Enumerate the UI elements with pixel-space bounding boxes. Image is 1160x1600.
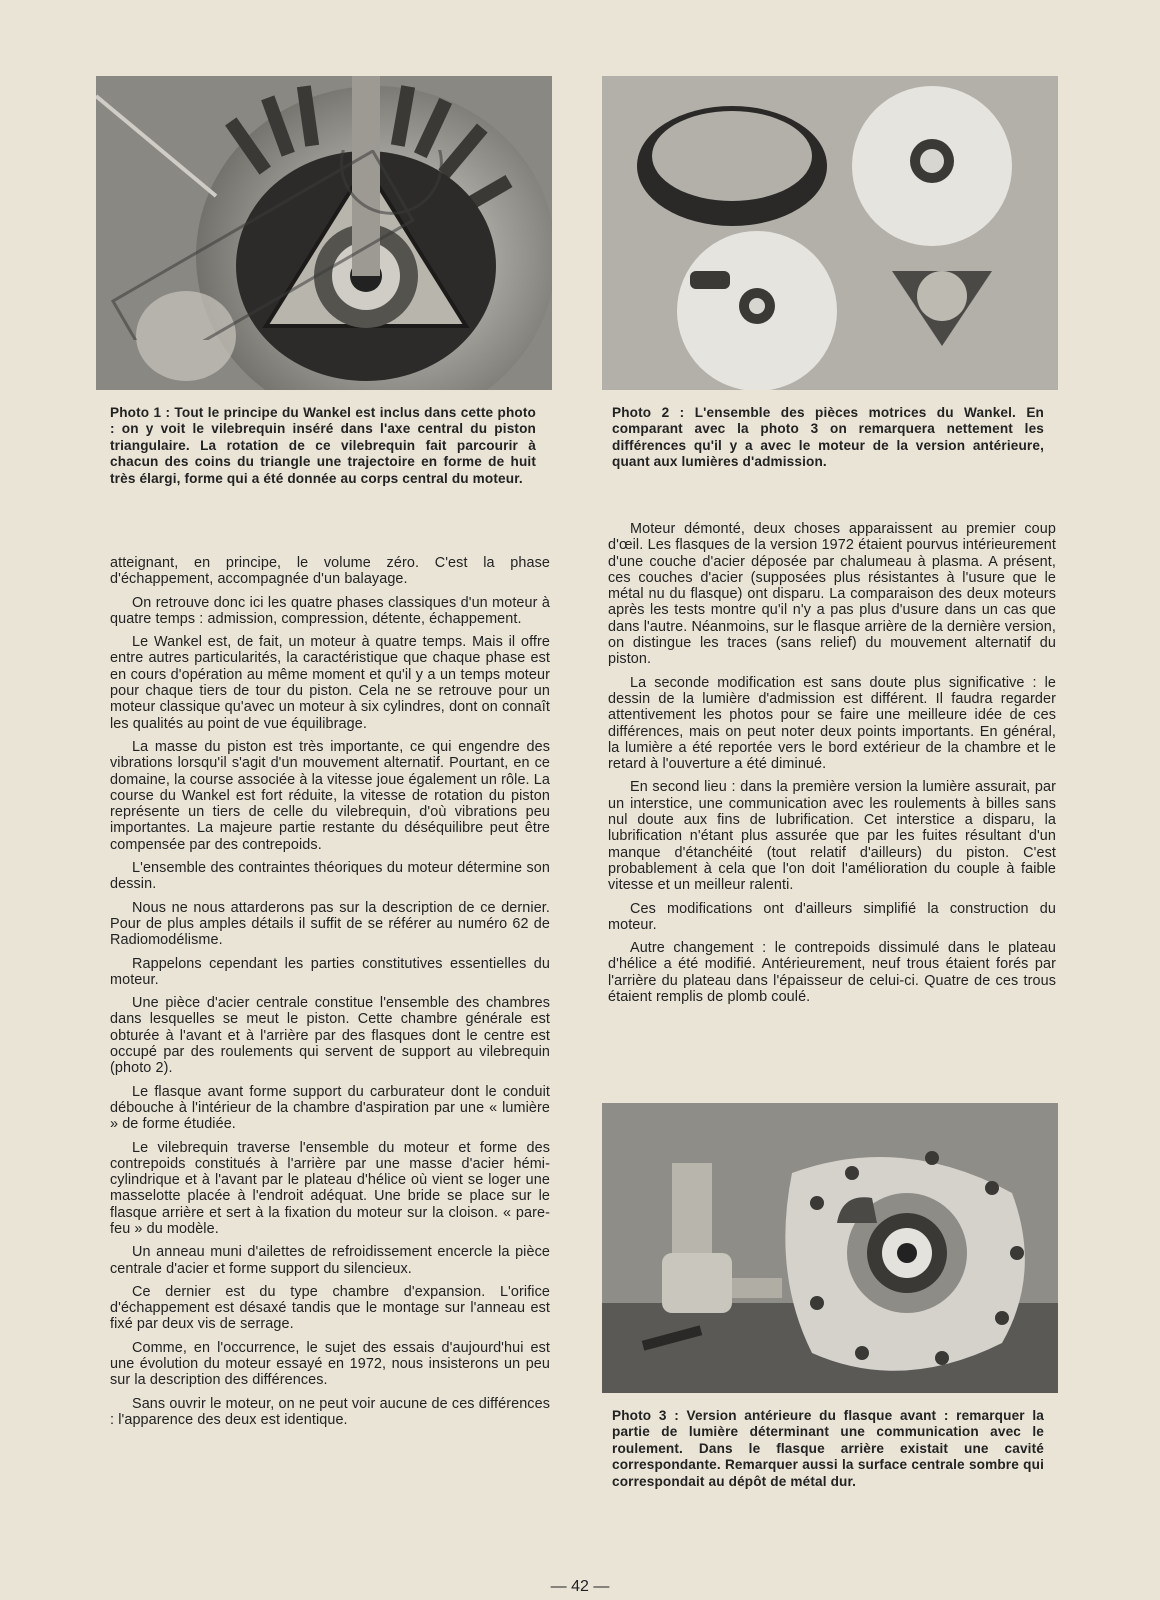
paragraph: L'ensemble des contraintes théoriques du moteur détermine son dessin. [110,860,550,893]
paragraph: Le vilebrequin traverse l'ensemble du moteur et forme des contrepoids constitués à l'arrière par une masse d'acier hémi-cylindrique et à l'avant par le plateau d'hélice où vient se loger une masselotte placée à l'endroit adéquat. Une bride se place sur le flasque arrière et sert à la fixation du moteur sur la cloison. « pare-feu » du modèle. [110,1139,550,1237]
photo-1-caption: Photo 1 : Tout le principe du Wankel est inclus dans cette photo : on y voit le vilebrequin inséré dans l'axe central du piston triangulaire. La rotation de ce vilebrequin fait parcourir à chacun des coins du triangle une trajectoire en forme de huit très élargi, forme qui a été donnée au corps central du moteur. [110,405,536,486]
paragraph: Une pièce d'acier centrale constitue l'ensemble des chambres dans lesquelles se meut le piston. Cette chambre générale est obturée à l'avant et à l'arrière par des flasques dont le centre est occupé par des roulements qui servent de support au vilebrequin (photo 2). [110,995,550,1077]
paragraph: Le flasque avant forme support du carburateur dont le conduit débouche à l'intérieur de la chambre d'aspiration par une « lumière » de forme étudiée. [110,1083,550,1133]
photo-2-engine-parts [602,76,1058,390]
photo-3-front-flange [602,1103,1058,1393]
paragraph: atteignant, en principe, le volume zéro. C'est la phase d'échappement, accompagnée d'un balayage. [110,555,550,588]
paragraph: Le Wankel est, de fait, un moteur à quatre temps. Mais il offre entre autres particularités, la caractéristique que chaque phase est en cours d'opération au même moment et qu'il y a un temps moteur pour chaque tiers de tour du piston. Cela ne se retrouve pour un moteur classique qu'avec un moteur à six cylindres, dont on connaît les qualités au point de vue équilibrage. [110,634,550,732]
paragraph: Sans ouvrir le moteur, on ne peut voir aucune de ces différences : l'apparence des deux est identique. [110,1395,550,1428]
paragraph: Nous ne nous attarderons pas sur la description de ce dernier. Pour de plus amples détails il suffit de se référer au numéro 62 de Radiomodélisme. [110,899,550,949]
paragraph: Comme, en l'occurrence, le sujet des essais d'aujourd'hui est une évolution du moteur essayé en 1972, nous insisterons un peu sur la description des différences. [110,1339,550,1389]
paragraph: Autre changement : le contrepoids dissimulé dans le plateau d'hélice a été modifié. Antérieurement, neuf trous étaient forés par l'arrière du plateau dans l'épaisseur de celui-ci. Quatre de ces trous étaient remplis de plomb coulé. [608,940,1056,1006]
left-column-text [110,555,550,1435]
paragraph: La seconde modification est sans doute plus significative : le dessin de la lumière d'admission est différent. Il faudra regarder attentivement les photos pour se faire une meilleure idée de ces différences, mais on peut noter deux points importants. En général, la lumière a été reportée vers le bord extérieur de la chambre et le retard à l'ouverture a été diminué. [608,674,1056,773]
paragraph: Ce dernier est du type chambre d'expansion. L'orifice d'échappement est désaxé tandis que le montage sur l'anneau est fixé par deux vis de serrage. [110,1283,550,1333]
paragraph: La masse du piston est très importante, ce qui engendre des vibrations lorsqu'il s'agit d'un mouvement alternatif. Pourtant, en ce domaine, la course associée à la vitesse joue également un rôle. La course du Wankel est fort réduite, la vitesse de rotation du piston représente un tiers de celle du vilebrequin, d'où vibrations peu importantes. La majeure partie restante du déséquilibre peut être compensée par des contrepoids. [110,738,550,853]
paragraph: Rappelons cependant les parties constitutives essentielles du moteur. [110,955,550,988]
paragraph: On retrouve donc ici les quatre phases classiques d'un moteur à quatre temps : admission, compression, détente, échappement. [110,594,550,627]
page-number: — 42 — [550,1578,610,1595]
photo-2-caption: Photo 2 : L'ensemble des pièces motrices du Wankel. En comparant avec la photo 3 on remarquera nettement les différences qu'il y a avec le moteur de la version antérieure, quant aux lumières d'admission. [612,405,1044,470]
photo-1-wankel-engine [96,76,552,390]
paragraph: Moteur démonté, deux choses apparaissent au premier coup d'œil. Les flasques de la version 1972 étaient pourvus intérieurement d'une couche d'acier déposée par chalumeau à plasma. A présent, ces couches d'acier (supposées plus résistantes à l'usure que le métal nu du flasque) ont disparu. La comparaison des deux moteurs après les tests montre qu'il n'y a pas plus d'usure dans un cas que dans l'autre. Néanmoins, sur le flasque arrière de la dernière version, on distingue les traces (sans relief) du mouvement alternatif du piston. [608,521,1056,668]
paragraph: Ces modifications ont d'ailleurs simplifié la construction du moteur. [608,900,1056,933]
photo-3-caption: Photo 3 : Version antérieure du flasque avant : remarquer la partie de lumière déterminant une communication avec le roulement. Dans le flasque arrière existait une cavité correspondante. Remarquer aussi la surface centrale sombre qui correspondait au dépôt de métal dur. [612,1408,1044,1489]
right-column-text [608,521,1056,1012]
paragraph: En second lieu : dans la première version la lumière assurait, par un interstice, une communication avec les roulements à billes sans nul doute aux fins de lubrification. Cet interstice a disparu, la lubrification n'étant plus assurée que par les fuites résultant d'un manque d'étanchéité (tout relatif d'ailleurs) du piston. C'est probablement à cela que l'on doit l'amélioration du couple à faible vitesse et un meilleur ralenti. [608,779,1056,894]
paragraph: Un anneau muni d'ailettes de refroidissement encercle la pièce centrale d'acier et forme support du silencieux. [110,1244,550,1277]
